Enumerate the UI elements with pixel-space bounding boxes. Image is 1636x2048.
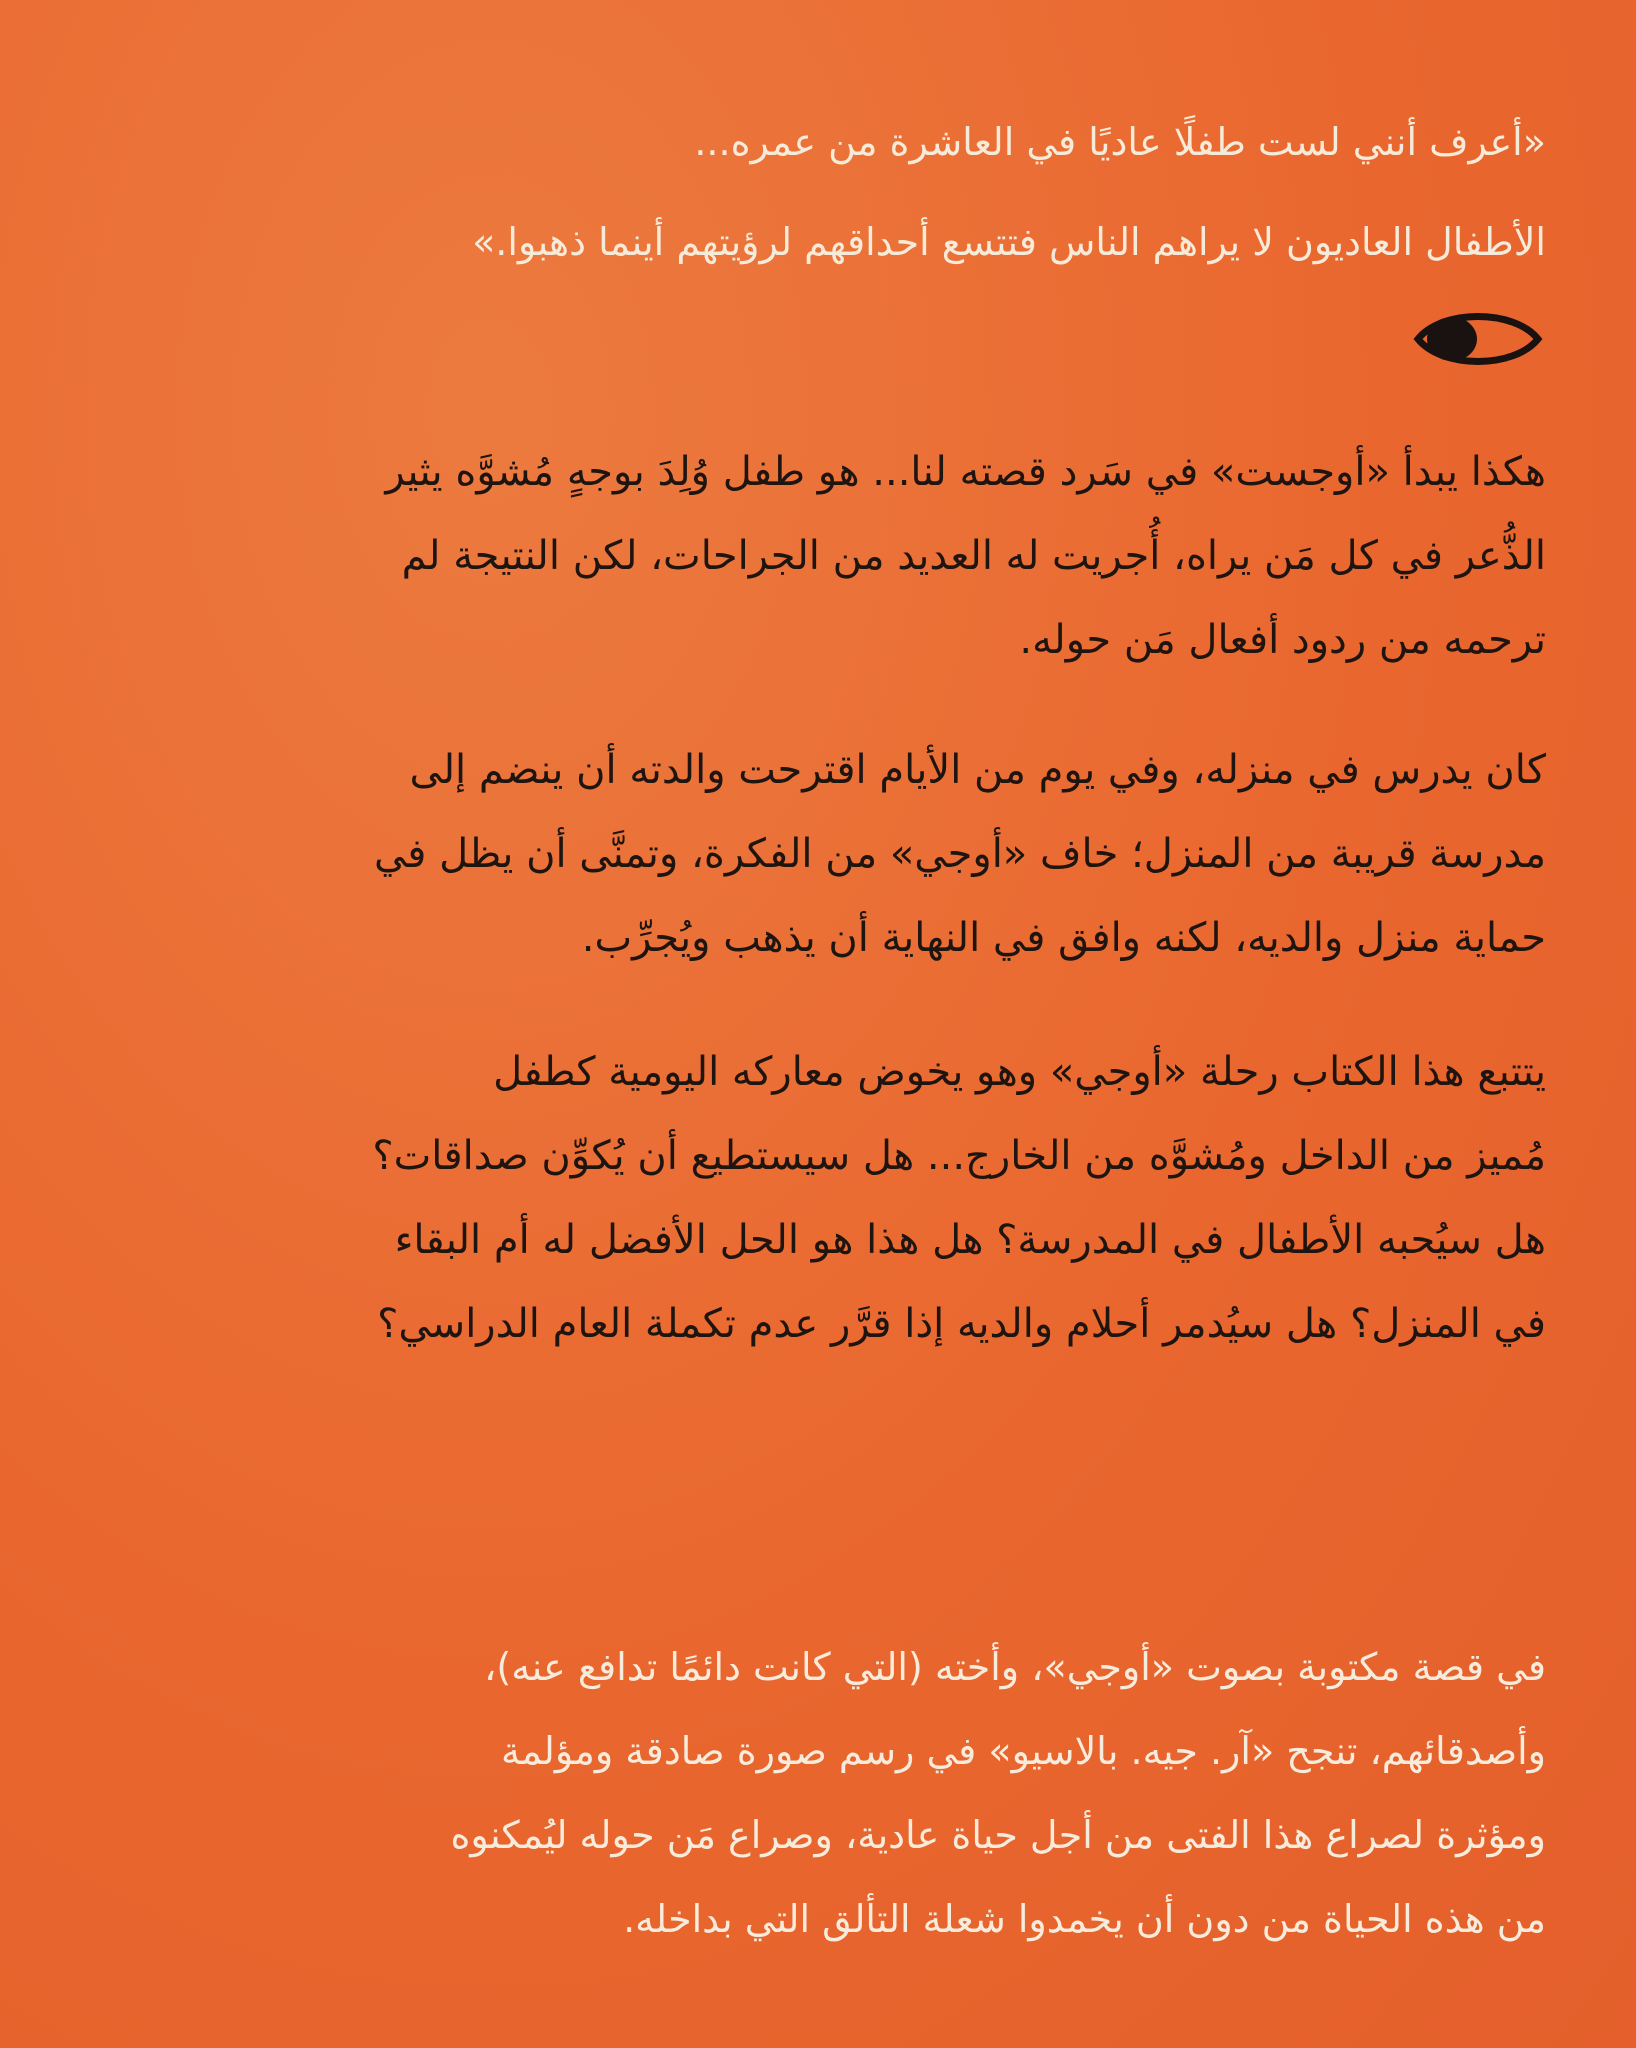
paragraph-line: حماية منزل والديه، لكنه وافق في النهاية أن يذهب ويُجرِّب.	[581, 915, 1546, 961]
paragraph-line: في المنزل؟ هل سيُدمر أحلام والديه إذا قرَّر عدم تكملة العام الدراسي؟	[377, 1301, 1546, 1347]
blurb-line: ومؤثرة لصراع هذا الفتى من أجل حياة عادية، وصراع مَن حوله ليُمكنوه	[450, 1813, 1546, 1857]
blurb-line: وأصدقائهم، تنجح «آر. جيه. بالاسيو» في رسم صورة صادقة ومؤلمة	[500, 1729, 1546, 1773]
quote-line: الأطفال العاديون لا يراهم الناس فتتسع أحداقهم لرؤيتهم أينما ذهبوا.»	[472, 220, 1546, 264]
opening-quote	[76, 92, 1546, 292]
paragraph-line: الذُّعر في كل مَن يراه، أُجريت له العديد من الجراحات، لكن النتيجة لم	[401, 533, 1546, 579]
closing-blurb	[76, 1625, 1546, 1961]
blurb-line: في قصة مكتوبة بصوت «أوجي»، وأخته (التي كانت دائمًا تدافع عنه)،	[484, 1645, 1546, 1689]
blurb-line: من هذه الحياة من دون أن يخمدوا شعلة التألق التي بداخله.	[623, 1897, 1546, 1941]
paragraph-line: كان يدرس في منزله، وفي يوم من الأيام اقترحت والدته أن ينضم إلى	[409, 747, 1546, 793]
paragraph-line: يتتبع هذا الكتاب رحلة «أوجي» وهو يخوض معاركه اليومية كطفل	[493, 1049, 1546, 1095]
paragraph-line: مدرسة قريبة من المنزل؛ خاف «أوجي» من الفكرة، وتمنَّى أن يظل في	[373, 831, 1546, 877]
quote-line: «أعرف أنني لست طفلًا عاديًا في العاشرة من عمره...	[694, 120, 1546, 164]
paragraph-line: هكذا يبدأ «أوجست» في سَرد قصته لنا... هو طفل وُلِدَ بوجهٍ مُشوَّه يثير	[385, 449, 1546, 495]
paragraph-line: مُميز من الداخل ومُشوَّه من الخارج... هل سيستطيع أن يُكوِّن صداقات؟	[372, 1133, 1546, 1179]
synopsis-paragraph	[76, 1030, 1546, 1366]
paragraph-line: هل سيُحبه الأطفال في المدرسة؟ هل هذا هو الحل الأفضل له أم البقاء	[394, 1217, 1546, 1263]
paragraph-line: ترحمه من ردود أفعال مَن حوله.	[1019, 617, 1546, 663]
synopsis-paragraph	[76, 430, 1546, 682]
synopsis-paragraph	[76, 728, 1546, 980]
eye-icon	[1412, 305, 1544, 373]
